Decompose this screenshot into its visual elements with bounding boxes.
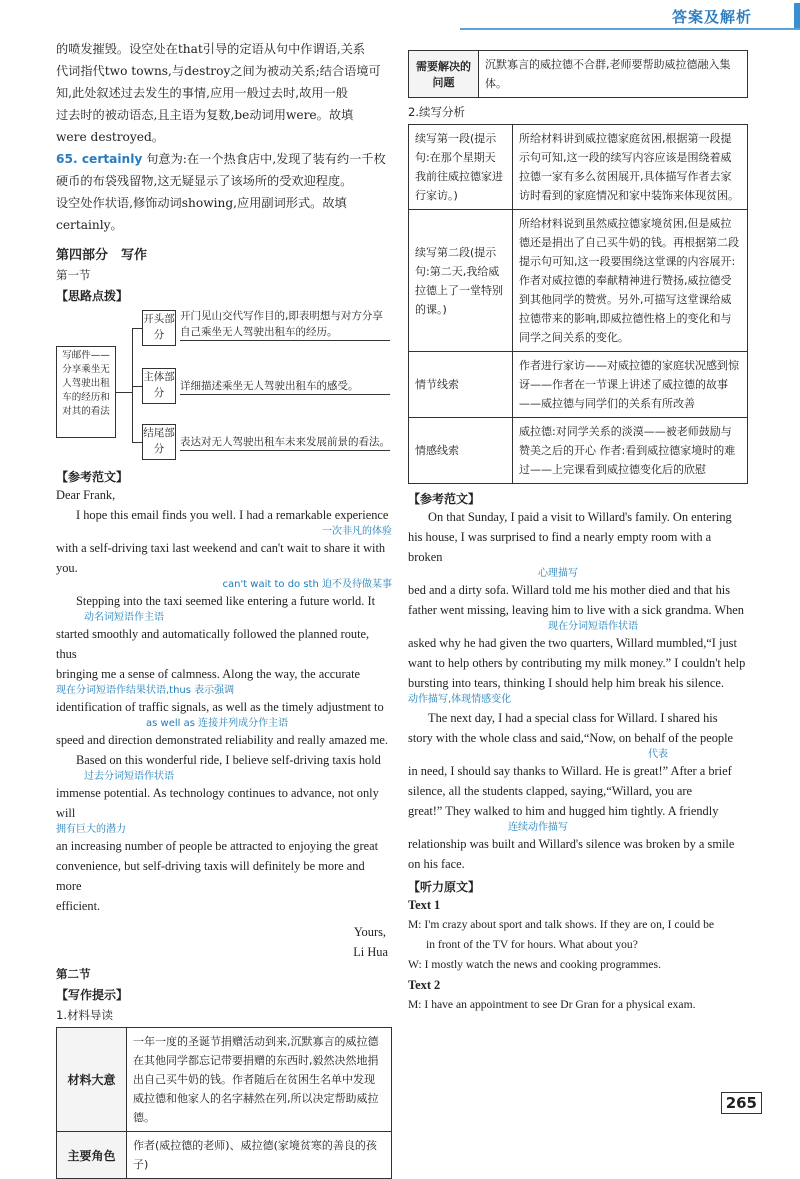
essay-title: 【参考范文】	[408, 492, 481, 506]
page-number: 265	[721, 1092, 762, 1114]
mindmap	[56, 308, 392, 458]
annotation: 代表	[648, 749, 668, 760]
sample-title: 【参考范文】	[56, 470, 129, 484]
essay-line: great!” They walked to him and hugged him tightly. A friendly	[408, 804, 719, 818]
table-row	[409, 418, 748, 484]
annotation: 现在分词短语作结果状语,thus 表示强调	[56, 685, 235, 696]
transcript-line: in front of the TV for hours. What about you?	[426, 938, 638, 951]
letter-line: I hope this email finds you well. I had a remarkable experience	[76, 508, 389, 522]
annotation: 过去分词短语作状语	[84, 771, 174, 782]
table-head: 情节线索	[409, 352, 513, 418]
letter-line: convenience, but self-driving taxis will definitely be more and more	[56, 859, 365, 893]
connector	[132, 442, 142, 443]
letter-line: bringing me a sense of calmness. Along the way, the accurate	[56, 667, 361, 681]
letter-line: speed and direction demonstrated reliability and really amazed me.	[56, 733, 389, 747]
connector	[116, 392, 132, 393]
annotation: can't wait to do sth 迫不及待做某事	[222, 579, 392, 590]
table-head: 续写第二段(提示句:第二天,我给威拉德上了一堂特别的课。)	[409, 210, 513, 352]
annotation: 连续动作描写	[508, 822, 568, 833]
letter-line: an increasing number of people be attracted to enjoying the great	[56, 839, 379, 853]
transcript-line: W: I mostly watch the news and cooking programmes.	[408, 958, 661, 971]
intro-line: 过去时的被动语态,且主语为复数,be动词用were。故填	[56, 108, 354, 122]
mindmap-root: 写邮件——分享乘坐无人驾驶出租车的经历和对其的看法	[56, 346, 116, 438]
annotation: as well as 连接并列成分作主语	[146, 718, 289, 729]
intro-line: 代词指代two towns,与destroy之间为被动关系;结合语境可	[56, 64, 381, 78]
left-column	[56, 38, 392, 1179]
essay-line: bed and a dirty sofa. Willard told me his mother died and that his	[408, 583, 731, 597]
connector	[132, 328, 133, 442]
letter-line: Stepping into the taxi seemed like entering a future world. It	[76, 594, 376, 608]
table-row	[57, 1132, 392, 1179]
table-cell: 所给材料说到虽然威拉德家境贫困,但是威拉德还是捐出了自己买牛奶的钱。再根据第二段提示句可知,这一段要围绕这堂课的内容展开:作者对威拉德的奉献精神进行赞扬,威拉德受到其他同学的赞赏。另外,可描写这堂课给威拉德带来的影响,即威拉德性格上的变化和与同学之间关系的变化。	[513, 210, 748, 352]
mindmap-branch-text: 表达对无人驾驶出租车未来发展前景的看法。	[180, 434, 390, 451]
annotation: 拥有巨大的潜力	[56, 824, 126, 835]
essay-line: relationship was built and Willard's silence was broken by a smile	[408, 837, 735, 851]
table-head: 需要解决的问题	[409, 51, 479, 98]
table-cell: 作者进行家访——对威拉德的家庭状况感到惊讶——作者在一节课上讲述了威拉德的故事——威拉德与同学们的关系有所改善	[513, 352, 748, 418]
essay-line: On that Sunday, I paid a visit to Willard's family. On entering	[428, 510, 732, 524]
section2-title: 第二节	[56, 967, 91, 981]
table-row	[409, 210, 748, 352]
header-accent	[794, 3, 800, 29]
annotation: 动名词短语作主语	[84, 612, 164, 623]
essay-line: on his face.	[408, 857, 465, 871]
essay-line: bursting into tears, thinking I should help him break his silence.	[408, 676, 724, 690]
tips-title: 【写作提示】	[56, 988, 129, 1002]
thinking-title: 【思路点拨】	[56, 289, 129, 303]
analysis-table	[408, 124, 748, 484]
letter-salutation: Dear Frank,	[56, 488, 116, 502]
table-cell: 所给材料讲到威拉德家庭贫困,根据第一段提示句可知,这一段的续写内容应该是围绕着威拉德一家有多么贫困展开,具体描写作者去家访时看到的家庭情况和家中装饰来体现贫困。	[513, 125, 748, 210]
letter-line: with a self-driving taxi last weekend and can't wait to share it with you.	[56, 541, 386, 575]
transcript-line: M: I have an appointment to see Dr Gran for a physical exam.	[408, 998, 696, 1011]
letter-line: Based on this wonderful ride, I believe self-driving taxis hold	[76, 753, 381, 767]
essay-line: silence, all the students clapped, saying,“Willard, you are	[408, 784, 693, 798]
q65-line	[56, 148, 392, 170]
table-row	[409, 51, 748, 98]
annotation: 现在分词短语作状语	[548, 621, 638, 632]
intro-line: 的喷发摧毁。设空处在that引导的定语从句中作谓语,关系	[56, 42, 366, 56]
mindmap-branch-text: 开门见山交代写作目的,即表明想与对方分享自己乘坐无人驾驶出租车的经历。	[180, 308, 390, 341]
table-cell: 一年一度的圣诞节捐赠活动到来,沉默寡言的威拉德在其他同学都忘记带要捐赠的东西时,毅然决然地捐出自己买牛奶的钱。作者随后在贫困生名单中发现威拉德和他家人的名字赫然在列,所以决定帮助威拉德。	[127, 1028, 392, 1132]
letter-line: immense potential. As technology continues to advance, not only will	[56, 786, 379, 820]
q65-line: certainly。	[56, 218, 123, 232]
essay-line: asked why he had given the two quarters, Willard mumbled,“I just	[408, 636, 737, 650]
analysis-title: 2.续写分析	[408, 105, 465, 119]
q65-label: 65. certainly	[56, 152, 143, 166]
letter-signature: Li Hua	[353, 945, 388, 959]
essay-line: in need, I should say thanks to Willard. He is great!” After a brief	[408, 764, 732, 778]
essay-line: story with the whole class and said,“Now, on behalf of the people	[408, 731, 734, 745]
section1-title: 第一节	[56, 268, 91, 282]
letter-closing: Yours,	[353, 925, 386, 939]
table-cell: 威拉德:对同学关系的淡漠——被老师鼓励与赞美之后的开心 作者:看到威拉德家境时的难过——上完课看到威拉德变化后的欣慰	[513, 418, 748, 484]
table-head: 情感线索	[409, 418, 513, 484]
table-row	[57, 1028, 392, 1132]
part4-title: 第四部分 写作	[56, 248, 148, 263]
mindmap-branch-text: 详细描述乘坐无人驾驶出租车的感受。	[180, 378, 390, 395]
table-head: 主要角色	[57, 1132, 127, 1179]
table-cell: 作者(威拉德的老师)、威拉德(家境贫寒的善良的孩子)	[127, 1132, 392, 1179]
annotation: 一次非凡的体验	[322, 526, 392, 537]
essay-line: his house, I was surprised to find a nearly empty room with a broken	[408, 530, 712, 564]
mindmap-branch-start: 开头部分	[142, 310, 176, 346]
listening-title: 【听力原文】	[408, 880, 481, 894]
table-cell: 沉默寡言的威拉德不合群,老师要帮助威拉德融入集体。	[479, 51, 748, 98]
material-table	[56, 1027, 392, 1179]
letter-line: started smoothly and automatically followed the planned route, thus	[56, 627, 370, 661]
essay-line: The next day, I had a special class for Willard. I shared his	[428, 711, 718, 725]
transcript-line: M: I'm crazy about sport and talk shows. If they are on, I could be	[408, 918, 715, 931]
intro-line: 知,此处叙述过去发生的事情,应用一般过去时,故用一般	[56, 86, 348, 100]
essay-line: want to help others by contributing my milk money.” I couldn't help	[408, 656, 746, 670]
header-rule	[460, 28, 800, 30]
header-title: 答案及解析	[671, 8, 752, 26]
letter-line: identification of traffic signals, as well as the timely adjustment to	[56, 700, 384, 714]
annotation: 动作描写,体现情感变化	[408, 694, 512, 705]
intro-line: were destroyed。	[56, 130, 164, 144]
table-row	[409, 352, 748, 418]
problem-table	[408, 50, 748, 98]
table-head: 材料大意	[57, 1028, 127, 1132]
connector	[132, 328, 142, 329]
mindmap-branch-body: 主体部分	[142, 368, 176, 404]
q65-text: 句意为:在一个热食店中,发现了装有约一千枚	[146, 152, 386, 166]
q65-line: 设空处作状语,修饰动词showing,应用副词形式。故填	[56, 196, 347, 210]
text2-label: Text 2	[408, 978, 441, 992]
connector	[132, 386, 142, 387]
table-head: 续写第一段(提示句:在那个星期天我前往威拉德家进行家访。)	[409, 125, 513, 210]
essay-line: father went missing, leaving him to live with a sick grandma. When	[408, 603, 744, 617]
text1-label: Text 1	[408, 898, 441, 912]
material-title: 1.材料导读	[56, 1008, 113, 1022]
q65-line: 硬币的布袋残留物,这无疑显示了该场所的受欢迎程度。	[56, 174, 353, 188]
annotation: 心理描写	[538, 568, 578, 579]
letter-line: efficient.	[56, 899, 101, 913]
table-row	[409, 125, 748, 210]
mindmap-branch-end: 结尾部分	[142, 424, 176, 460]
right-column	[408, 50, 748, 1015]
